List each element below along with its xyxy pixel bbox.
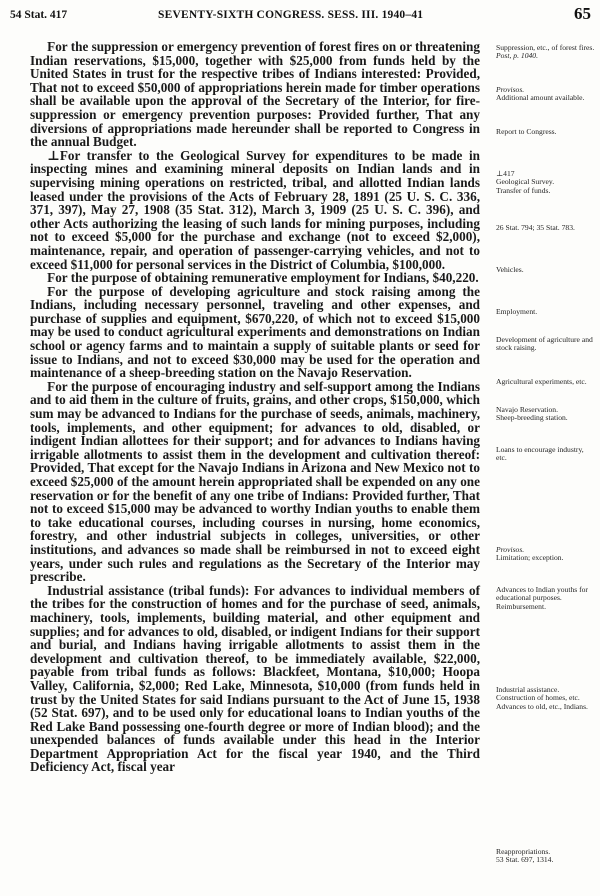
margin-note-line: Provisos. (496, 545, 525, 554)
margin-note-line: Provisos. (496, 85, 525, 94)
margin-note-youths (496, 586, 596, 611)
paragraph-geological-survey: ⊥For transfer to the Geological Survey for expenditures to be made in inspecting mines and examining mineral deposits on Indian lands and in supervising mining operations on restricted, tribal, and allotted Indian lands leased under the provisions of the Acts of February 28, 1891 (25 U. S. C. 336, 371, 397), May 27, 1908 (35 Stat. 312), March 3, 1909 (25 U. S. C. 396), and other Acts authorizing the leasing of such lands for mining purposes, including not to exceed $5,000 for the purchase and exchange (not to exceed $2,000), maintenance, repair, and operation of passenger-carrying vehicles, and not to exceed $11,000 for personal services in the District of Columbia, $100,000. (30, 147, 480, 272)
margin-note-experiments (496, 378, 596, 386)
paragraph-industrial-assistance: Industrial assistance (tribal funds): For advances to individual members of the tribes for the construction of homes and for the purchase of seed, animals, machinery, tools, implements, building material, and other equipment and supplies; and for advances to old, disabled, or indigent Indians for their support and burial, and Indians having irrigable allotments to assist them in the development and cultivation thereof, to be immediately available, $22,000, payable from tribal funds as follows: Blackfeet, Montana, $10,000; Hoopa Valley, California, $2,000; Red Lake, Minnesota, $10,000 (from funds held in trust by the United States for said Indians pursuant to the Act of June 15, 1938 (52 Stat. 697), and to be used only for educational loans to Indian youths of the Red Lake Band possessing one-fourth degree or more of Indian blood); and the unexpended balances of funds available under this head in the Interior Department Appropriation Act for the fiscal year 1940, and the Third Deficiency Act, fiscal year (30, 582, 480, 775)
margin-note-navajo (496, 406, 596, 423)
margin-note-line: Transfer of funds. (496, 185, 551, 195)
margin-note-limitation (496, 546, 596, 563)
margin-note-line: 53 Stat. 697, 1314. (496, 855, 554, 865)
margin-note-line: Limitation; exception. (496, 553, 564, 563)
statute-citation: 54 Stat. 417 (10, 9, 68, 21)
margin-note-stat-refs (496, 224, 596, 232)
margin-note-line: Agricultural experiments, etc. (496, 377, 587, 386)
margin-note-report (496, 128, 596, 136)
margin-note-line: Employment. (496, 307, 538, 316)
margin-note-agriculture (496, 336, 596, 353)
margin-note-line: 26 Stat. 794; 35 Stat. 783. (496, 223, 575, 232)
margin-note-line: Reimbursement. (496, 601, 546, 611)
margin-note-line: Reappropriations. (496, 847, 551, 856)
margin-note-line: Additional amount available. (496, 93, 585, 103)
margin-note-vehicles (496, 266, 596, 274)
paragraph-forest-fires: For the suppression or emergency prevention of forest fires on or threatening Indian reservations, $15,000, together with $25,000 from funds held by the United States in trust for the respective tribes of Indians interested: Provided, That not to exceed $50,000 of appropriations herein made for timber operations shall be available upon the approval of the Secretary of the Interior, for fire-suppression or emergency prevention purposes: Provided further, That any diversions of appropriations made hereunder shall be reported to Congress in the annual Budget. (30, 39, 480, 150)
margin-note-line: Loans to encourage industry, etc. (496, 445, 584, 463)
paragraph-industry-loans: For the purpose of encouraging industry and self-support among the Indians and to aid them in the culture of fruits, grains, and other crops, $150,000, which sum may be advanced to Indians for the purchase of seeds, animals, machinery, tools, implements, and other equipment; for advances to old, disabled, or indigent Indian allottees for their support; and for advances to Indians having irrigable allotments to assist them in the development and cultivation thereof: Provided, That except for the Navajo Indians in Arizona and New Mexico not to exceed $25,000 of the amount herein appropriated shall be expended on any one reservation or for the benefit of any one tribe of Indians: Provided further, That not to exceed $15,000 may be advanced to worthy Indian youths to enable them to take educational courses, including courses in nursing, home economics, forestry, and other industrial subjects in colleges, universities, or other institutions, and advances so made shall be reimbursed in not to exceed eight years, under such rules and regulations as the Secretary of the Interior may prescribe. (30, 378, 480, 585)
margin-note-line: Advances to Indian youths for educational purposes. (496, 585, 588, 603)
margin-note-geological-survey (496, 170, 596, 195)
margin-note-line: Industrial assistance. (496, 685, 560, 694)
margin-note-line: Construction of homes, etc. (496, 693, 580, 703)
margin-note-line: Sheep-breeding station. (496, 413, 568, 423)
margin-note-employment (496, 308, 596, 316)
margin-note-provisos (496, 86, 596, 103)
margin-note-forest-fires (496, 44, 596, 61)
margin-note-line: Geological Survey. (496, 177, 555, 187)
margin-note-line: Post, p. 1040. (496, 51, 538, 61)
page-number: 65 (574, 4, 591, 23)
margin-note-line: Vehicles. (496, 265, 524, 274)
main-text (30, 40, 480, 774)
margin-note-line: Suppression, etc., of forest fires. (496, 43, 595, 52)
running-title: SEVENTY-SIXTH CONGRESS. SESS. III. 1940–41 (158, 9, 424, 21)
margin-note-industrial-assistance (496, 686, 596, 711)
margin-note-loans (496, 446, 596, 463)
page-header (10, 6, 595, 26)
margin-note-line: Advances to old, etc., Indians. (496, 701, 588, 711)
margin-note-reappropriations (496, 848, 596, 865)
margin-note-line: Development of agriculture and stock raising. (496, 335, 593, 353)
margin-note-line: Navajo Reservation. (496, 405, 558, 414)
margin-note-line: ⊥417 (496, 169, 515, 178)
paragraph-employment: For the purpose of obtaining remunerative employment for Indians, $40,220. (47, 270, 479, 286)
paragraph-agriculture: For the purpose of developing agriculture and stock raising among the Indians, including necessary personnel, traveling and other expenses, and purchase of supplies and equipment, $670,220, of which not to exceed $15,000 may be used to conduct agricultural experiments and demonstrations on Indian school or agency farms and to maintain a supply of suitable plants or seed for issue to Indians, and not to exceed $30,000 may be used for the operation and maintenance of a sheep-breeding station on the Navajo Reservation. (30, 283, 480, 381)
margin-note-line: Report to Congress. (496, 127, 557, 136)
